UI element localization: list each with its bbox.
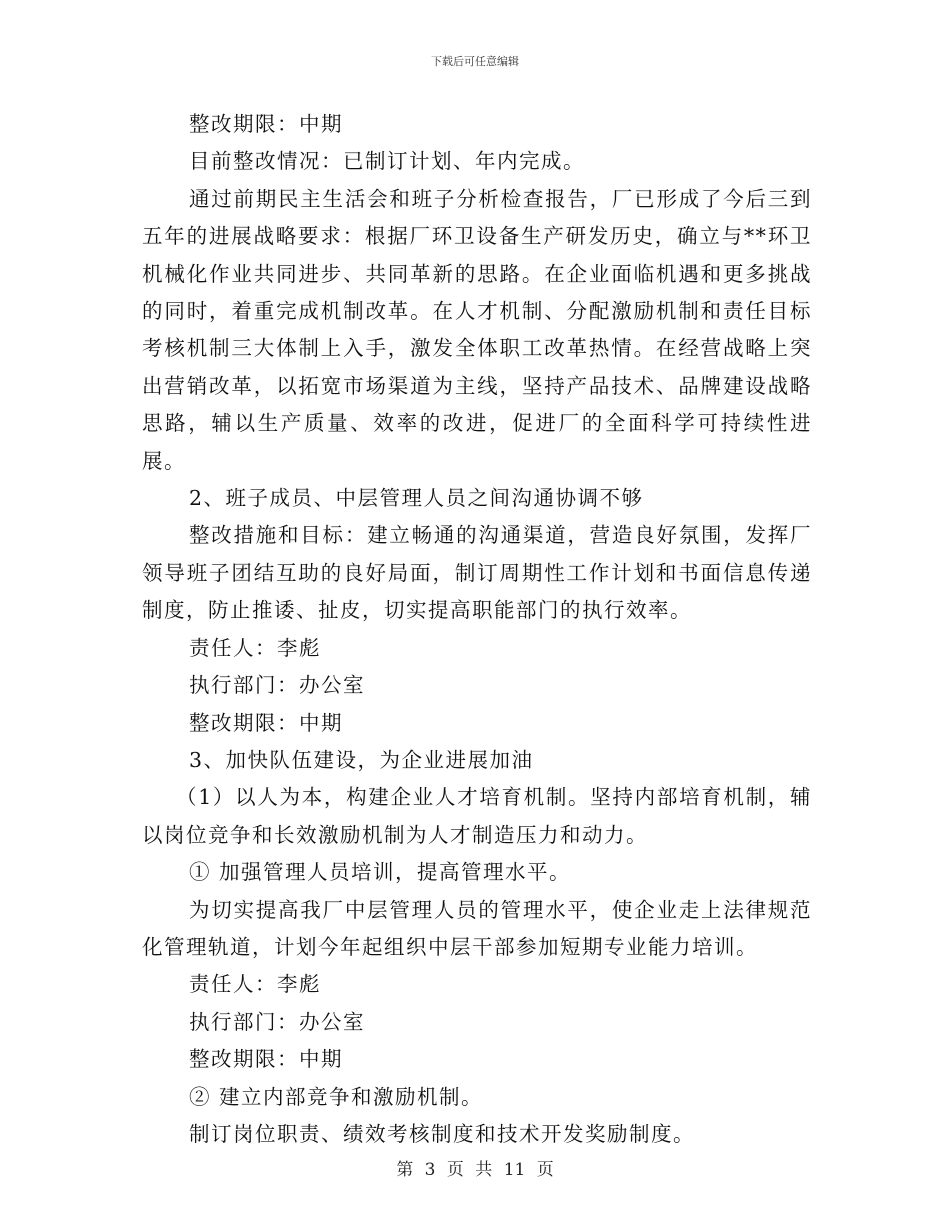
paragraph: 整改期限：中期 (189, 112, 343, 136)
paragraph: 目前整改情况：已制订计划、年内完成。 (189, 149, 585, 174)
section-heading: 2、班子成员、中层管理人员之间沟通协调不够 (189, 486, 644, 511)
paragraph: 制订岗位职责、绩效考核制度和技术开发奖励制度。 (189, 1121, 695, 1146)
paragraph: 责任人：李彪 (189, 635, 321, 660)
page-header: 下载后可任意编辑 (431, 55, 519, 68)
paragraph: 执行部门：办公室 (189, 1009, 365, 1034)
section-heading: 3、加快队伍建设，为企业进展加油 (189, 747, 534, 772)
paragraph: ② 建立内部竞争和激励机制。 (189, 1084, 484, 1109)
paragraph: 整改期限：中期 (189, 1047, 343, 1072)
paragraph: ① 加强管理人员培训，提高管理水平。 (189, 860, 572, 885)
paragraph: 为切实提高我厂中层管理人员的管理水平，使企业走上法律规范化管理轨道，计划今年起组织中层干部参加短期专业能力培训。 (142, 897, 812, 959)
paragraph: 通过前期民主生活会和班子分析检查报告，厂已形成了今后三到五年的进展战略要求：根据厂环卫设备生产研发历史，确立与**环卫机械化作业共同进步、共同革新的思路。在企业面临机遇和更多挑战的同时，着重完成机制改革。在人才机制、分配激励机制和责任目标考核机制三大体制上入手，激发全体职工改革热情。在经营战略上突出营销改革，以拓宽市场渠道为主线，坚持产品技术、品牌建设战略思路，辅以生产质量、效率的改进，促进厂的全面科学可持续性进展。 (142, 186, 812, 473)
paragraph: 整改措施和目标：建立畅通的沟通渠道，营造良好氛围，发挥厂领导班子团结互助的良好局面，制订周期性工作计划和书面信息传递制度，防止推诿、扯皮，切实提高职能部门的执行效率。 (142, 523, 812, 623)
paragraph: 整改期限：中期 (189, 710, 343, 735)
paragraph: 责任人：李彪 (189, 972, 321, 997)
document-body (142, 106, 812, 1153)
paragraph: 执行部门：办公室 (189, 673, 365, 698)
paragraph: （1）以人为本，构建企业人才培育机制。坚持内部培育机制，辅以岗位竞争和长效激励机制为人才制造压力和动力。 (142, 785, 812, 847)
page-footer: 第 3 页 共 11 页 (396, 1160, 554, 1180)
